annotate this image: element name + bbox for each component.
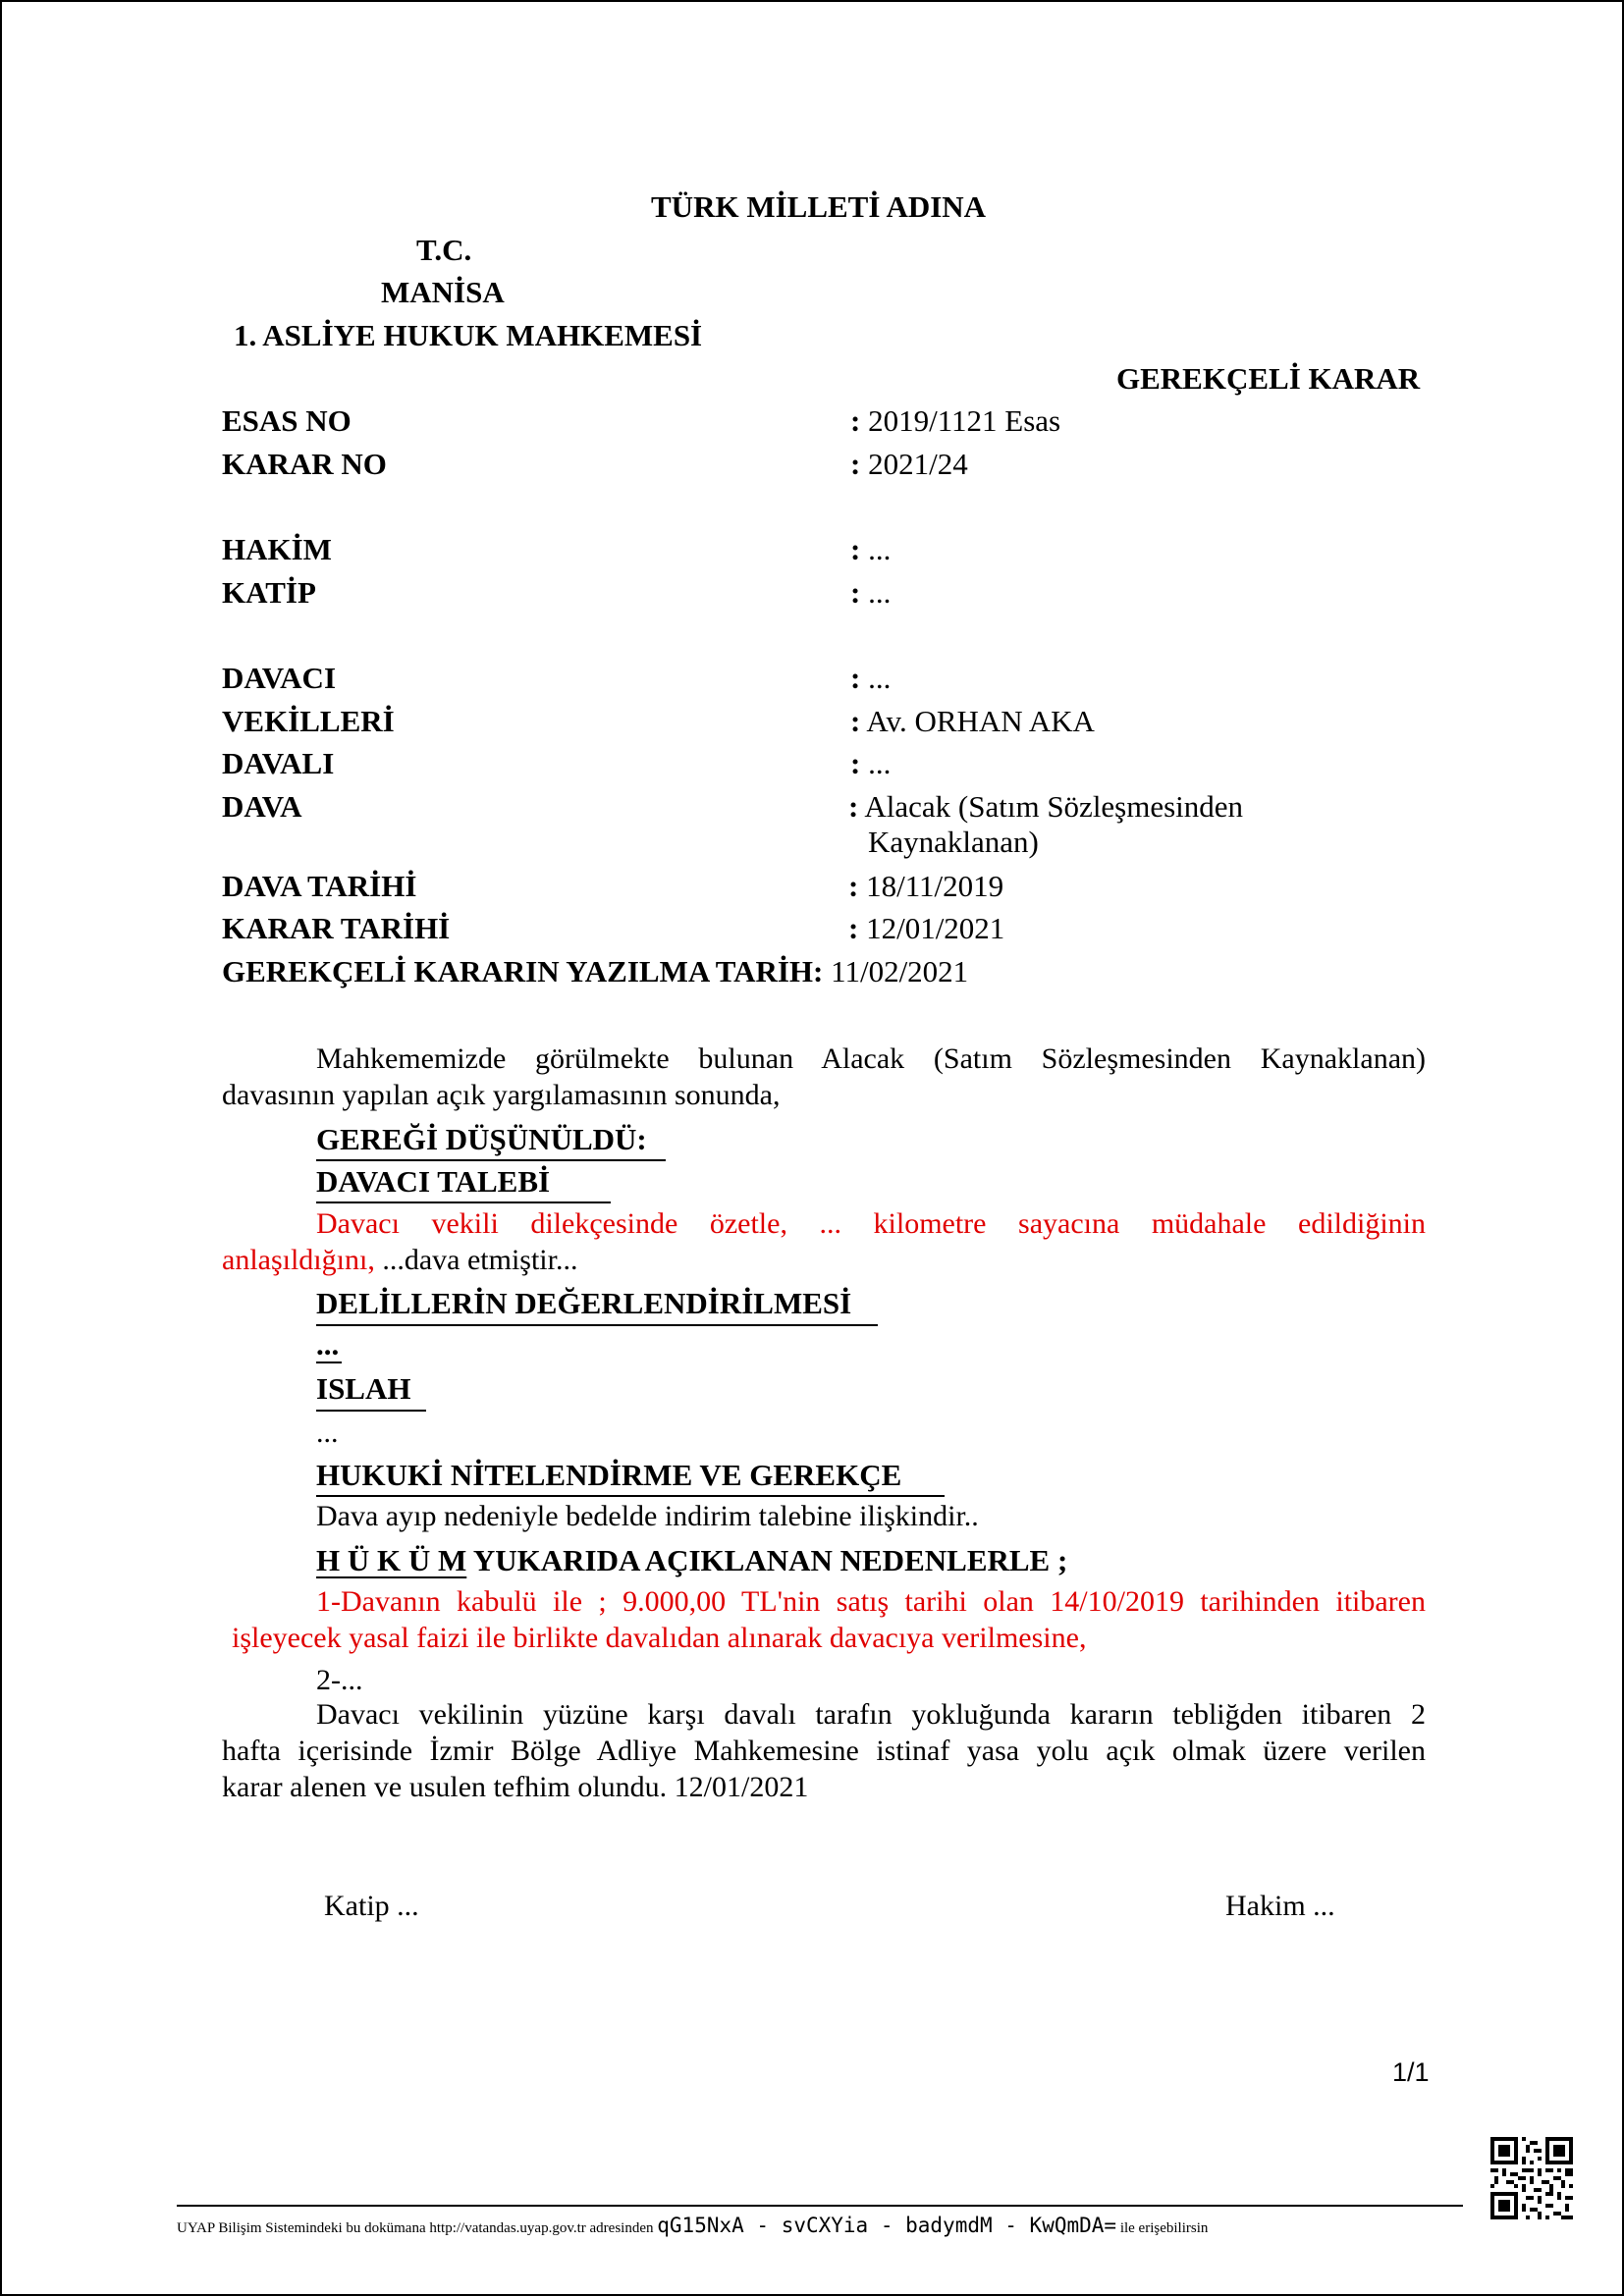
footer-text — [177, 2214, 1208, 2237]
page-number: 1/1 — [1392, 2057, 1430, 2087]
katip-value-text: ... — [868, 575, 892, 610]
nation-heading: TÜRK MİLLETİ ADINA — [651, 189, 987, 224]
davaci-value: : ... — [850, 661, 892, 695]
esas-value: : 2019/1121 Esas — [850, 403, 1061, 438]
karar-tarihi-label: KARAR TARİHİ — [222, 911, 451, 945]
karar-value-text: 2021/24 — [868, 447, 968, 481]
dava-tarihi-label: DAVA TARİHİ — [222, 869, 417, 903]
hukum-heading — [316, 1543, 1067, 1578]
footer-prefix: UYAP Bilişim Sistemindeki bu dokümana http://vatandas.uyap.gov.tr adresinden — [177, 2220, 658, 2236]
hukum-item-2: 2-... — [316, 1664, 363, 1696]
gerekceli-row — [222, 954, 968, 989]
esas-label: ESAS NO — [222, 403, 352, 438]
vekilleri-label: VEKİLLERİ — [222, 704, 395, 738]
document-type: GEREKÇELİ KARAR — [1116, 361, 1421, 396]
esas-value-text: 2019/1121 Esas — [868, 403, 1061, 438]
hukum-heading-underlined: H Ü K Ü M — [316, 1543, 467, 1577]
deliller-text: ... — [316, 1327, 340, 1362]
davaci-talebi-line-1: Davacı vekili dilekçesinde özetle, ... kilometre sayacına müdahale edildiğinin — [316, 1207, 1426, 1240]
davaci-talebi-line-2-black: ...dava etmiştir... — [374, 1244, 578, 1276]
footer-rule — [177, 2205, 1463, 2207]
footer-suffix: ile erişebilirsin — [1116, 2220, 1209, 2236]
tc-heading: T.C. — [416, 233, 472, 267]
hukuki-underline — [316, 1495, 945, 1497]
hakim-value: : ... — [850, 532, 892, 566]
city-heading: MANİSA — [381, 275, 505, 309]
davali-label: DAVALI — [222, 746, 335, 780]
islah-underline — [316, 1410, 426, 1412]
hukuki-heading: HUKUKİ NİTELENDİRME VE GEREKÇE — [316, 1458, 902, 1492]
islah-text: ... — [316, 1416, 339, 1449]
katip-value: : ... — [850, 575, 892, 610]
intro-line-1: Mahkememizde görülmekte bulunan Alacak (Satım Sözleşmesinden Kaynaklanan) — [316, 1042, 1426, 1075]
deliller-text-underline — [316, 1362, 342, 1363]
hukum-heading-rest: YUKARIDA AÇIKLANAN NEDENLERLE ; — [466, 1543, 1068, 1577]
hakim-value-text: ... — [868, 532, 892, 566]
karar-tarihi-value-text: 12/01/2021 — [866, 911, 1005, 945]
dava-tarihi-value: : 18/11/2019 — [848, 869, 1004, 903]
davali-value: : ... — [850, 746, 892, 780]
gerekceli-label: GEREKÇELİ KARARIN YAZILMA TARİH: — [222, 954, 824, 988]
karar-tarihi-value: : 12/01/2021 — [848, 911, 1005, 945]
gerekceli-value: 11/02/2021 — [831, 954, 969, 988]
intro-line-2: davasının yapılan açık yargılamasının sonunda, — [222, 1079, 781, 1111]
footer-access-code: qG15NxA - svCXYia - badymdM - KwQmDA= — [657, 2214, 1117, 2237]
dava-value: : Alacak (Satım Sözleşmesinden — [848, 789, 1244, 824]
closing-line-2: hafta içerisinde İzmir Bölge Adliye Mahkemesine istinaf yasa yolu açık olmak üzere verilen — [222, 1735, 1426, 1767]
davaci-value-text: ... — [868, 661, 892, 695]
deliller-heading: DELİLLERİN DEĞERLENDİRİLMESİ — [316, 1286, 852, 1320]
davali-value-text: ... — [868, 746, 892, 780]
gerege-heading: GEREĞİ DÜŞÜNÜLDÜ: — [316, 1122, 647, 1156]
dava-label: DAVA — [222, 789, 302, 824]
davaci-label: DAVACI — [222, 661, 337, 695]
vekilleri-value-text: Av. ORHAN AKA — [866, 704, 1095, 738]
karar-value: : 2021/24 — [850, 447, 968, 481]
dava-value-line-1: Alacak (Satım Sözleşmesinden — [864, 789, 1244, 824]
hukum-line-2: işleyecek yasal faizi ile birlikte davalıdan alınarak davacıya verilmesine, — [232, 1622, 1087, 1654]
hukum-line-1: 1-Davanın kabulü ile ; 9.000,00 TL'nin satış tarihi olan 14/10/2019 tarihinden itibaren — [316, 1585, 1426, 1618]
court-heading: 1. ASLİYE HUKUK MAHKEMESİ — [234, 318, 703, 352]
karar-label: KARAR NO — [222, 447, 387, 481]
hukuki-text: Dava ayıp nedeniyle bedelde indirim talebine ilişkindir.. — [316, 1500, 979, 1532]
islah-heading: ISLAH — [316, 1371, 411, 1406]
hakim-signature: Hakim ... — [1225, 1890, 1335, 1922]
closing-line-1: Davacı vekilinin yüzüne karşı davalı tarafın yokluğunda kararın tebliğden itibaren 2 — [316, 1698, 1426, 1731]
vekilleri-value: : Av. ORHAN AKA — [850, 704, 1095, 738]
deliller-underline — [316, 1324, 878, 1326]
qr-code-icon — [1490, 2137, 1573, 2219]
davaci-talebi-heading: DAVACI TALEBİ — [316, 1164, 551, 1199]
gerege-underline — [316, 1159, 666, 1161]
dava-tarihi-value-text: 18/11/2019 — [866, 869, 1004, 903]
davaci-talebi-line-2 — [222, 1244, 577, 1277]
closing-line-3: karar alenen ve usulen tefhim olundu. 12/01/2021 — [222, 1771, 809, 1803]
davaci-talebi-line-2-red: anlaşıldığını, — [222, 1244, 375, 1276]
hakim-label: HAKİM — [222, 532, 332, 566]
dava-value-line-2: Kaynaklanan) — [868, 825, 1039, 859]
katip-label: KATİP — [222, 575, 316, 610]
katip-signature: Katip ... — [324, 1890, 419, 1922]
davaci-talebi-underline — [316, 1201, 611, 1203]
